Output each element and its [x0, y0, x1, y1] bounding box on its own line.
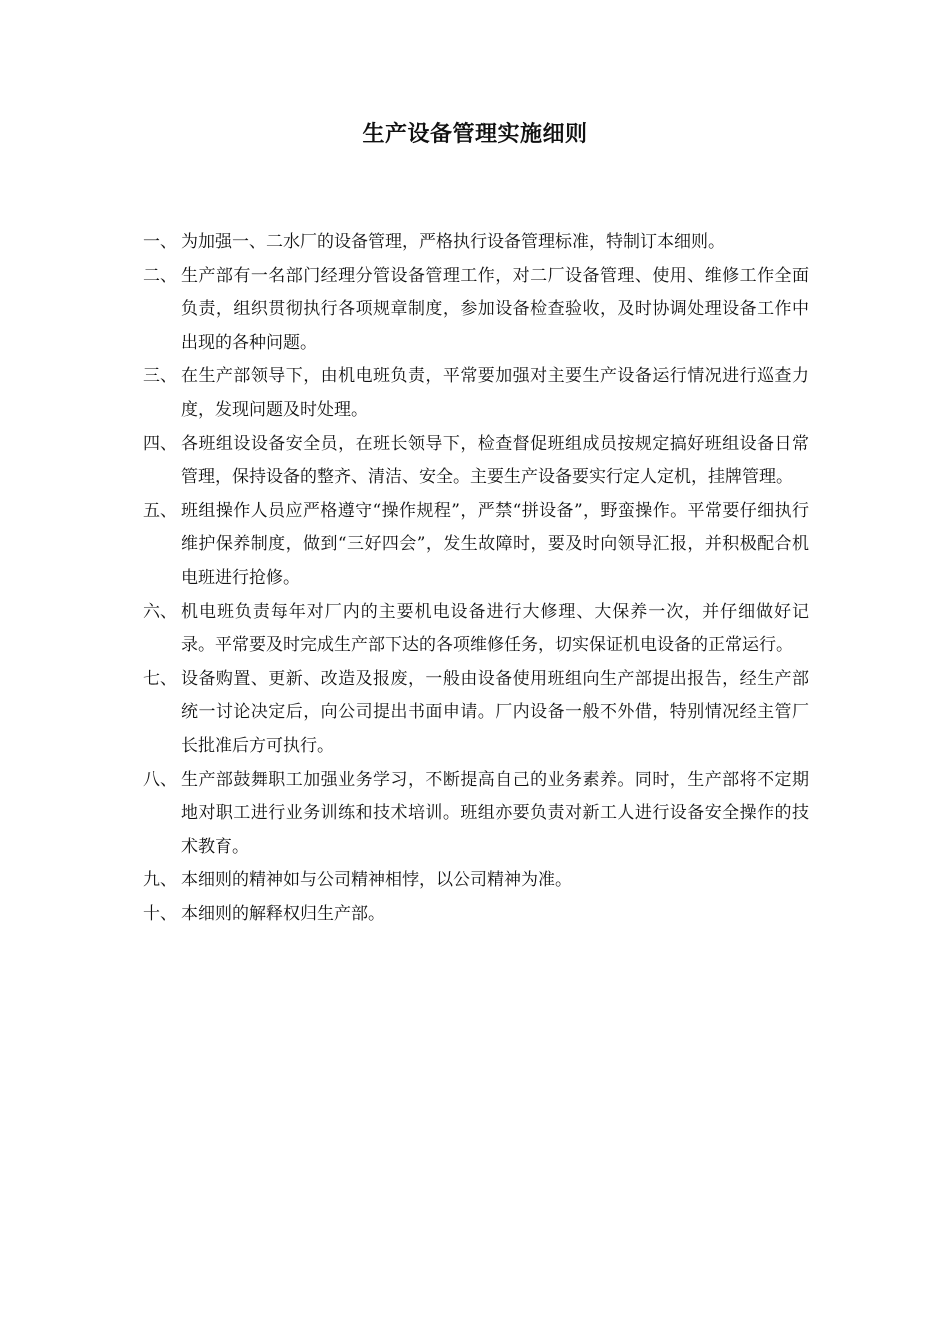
clause-10 [143, 898, 809, 932]
clause-text: 生产部鼓舞职工加强业务学习，不断提高自己的业务素养。同时，生产部将不定期地对职工进行业务训练和技术培训。班组亦要负责对新工人进行设备安全操作的技术教育。 [181, 769, 809, 857]
clause-text: 各班组设设备安全员，在班长领导下，检查督促班组成员按规定搞好班组设备日常管理，保持设备的整齐、清洁、安全。主要生产设备要实行定人定机，挂牌管理。 [181, 433, 809, 488]
clause-7 [143, 663, 809, 764]
clause-number: 四、 [143, 433, 177, 454]
clause-text: 设备购置、更新、改造及报废，一般由设备使用班组向生产部提出报告，经生产部统一讨论决定后，向公司提出书面申请。厂内设备一般不外借，特别情况经主管厂长批准后方可执行。 [181, 668, 809, 756]
clause-number: 二、 [143, 265, 177, 286]
clause-list [143, 226, 809, 931]
clause-5 [143, 495, 809, 596]
clause-text: 本细则的解释权归生产部。 [181, 903, 385, 924]
clause-text: 本细则的精神如与公司精神相悖，以公司精神为准。 [181, 870, 572, 891]
clause-text: 在生产部领导下，由机电班负责，平常要加强对主要生产设备运行情况进行巡查力度，发现问题及时处理。 [181, 366, 809, 420]
clause-9 [143, 864, 809, 898]
clause-2 [143, 260, 809, 361]
clause-number: 九、 [143, 870, 177, 891]
clause-1 [143, 226, 809, 260]
clause-number: 三、 [143, 366, 177, 387]
clause-number: 八、 [143, 769, 177, 790]
clause-6 [143, 596, 809, 663]
clause-text: 为加强一、二水厂的设备管理，严格执行设备管理标准，特制订本细则。 [181, 232, 725, 252]
clause-number: 五、 [143, 500, 177, 521]
document-title: 生产设备管理实施细则 [362, 121, 588, 147]
clause-text: 机电班负责每年对厂内的主要机电设备进行大修理、大保养一次，并仔细做好记录。平常要及时完成生产部下达的各项维修任务，切实保证机电设备的正常运行。 [181, 601, 809, 656]
clause-text: 班组操作人员应严格遵守“操作规程”，严禁“拼设备”，野蛮操作。平常要仔细执行维护保养制度，做到“三好四会”，发生故障时，要及时向领导汇报，并积极配合机电班进行抢修。 [181, 500, 809, 588]
clause-4 [143, 428, 809, 495]
clause-text: 生产部有一名部门经理分管设备管理工作，对二厂设备管理、使用、维修工作全面负责，组织贯彻执行各项规章制度，参加设备检查验收，及时协调处理设备工作中出现的各种问题。 [181, 265, 809, 353]
clause-number: 十、 [143, 903, 177, 924]
clause-number: 一、 [143, 232, 177, 252]
clause-8 [143, 764, 809, 865]
clause-number: 六、 [143, 601, 177, 622]
clause-3 [143, 360, 809, 427]
clause-number: 七、 [143, 668, 177, 689]
